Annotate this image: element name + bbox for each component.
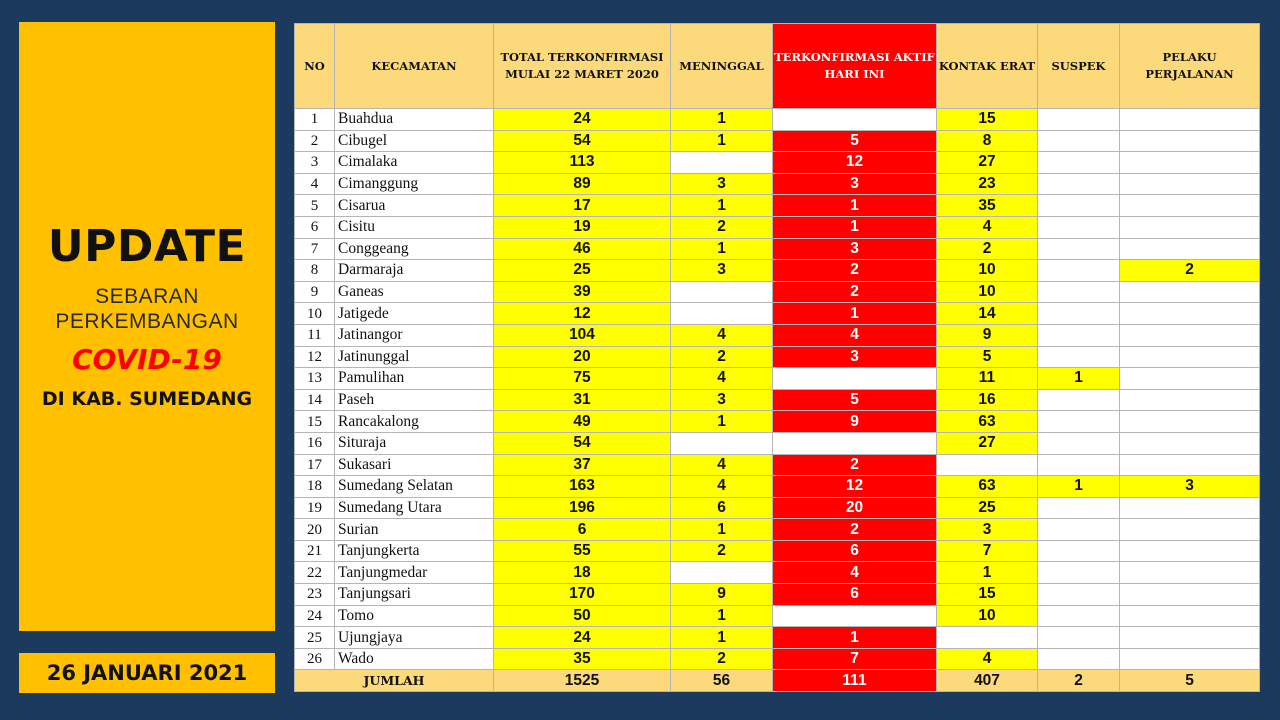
covid-table xyxy=(294,23,1260,692)
cell-aktif: 3 xyxy=(773,238,937,260)
cell-no: 5 xyxy=(295,195,335,217)
cell-kontak: 63 xyxy=(937,411,1038,433)
cell-no: 14 xyxy=(295,389,335,411)
table-row xyxy=(295,389,1260,411)
cell-no: 23 xyxy=(295,584,335,606)
cell-kontak: 4 xyxy=(937,216,1038,238)
cell-total: 196 xyxy=(494,497,671,519)
cell-kecamatan: Ganeas xyxy=(335,281,494,303)
cell-kecamatan: Ujungjaya xyxy=(335,627,494,649)
cell-total: 25 xyxy=(494,260,671,282)
cell-aktif: 1 xyxy=(773,627,937,649)
table-row xyxy=(295,584,1260,606)
cell-pelaku xyxy=(1120,627,1260,649)
cell-pelaku: 2 xyxy=(1120,260,1260,282)
cell-suspek: 1 xyxy=(1038,476,1120,498)
cell-pelaku xyxy=(1120,324,1260,346)
cell-total: 37 xyxy=(494,454,671,476)
cell-kontak: 4 xyxy=(937,648,1038,670)
total-kontak: 407 xyxy=(937,670,1038,692)
table-row xyxy=(295,411,1260,433)
cell-suspek xyxy=(1038,627,1120,649)
cell-meninggal xyxy=(671,432,773,454)
cell-aktif: 5 xyxy=(773,389,937,411)
cell-aktif: 6 xyxy=(773,584,937,606)
table-row xyxy=(295,476,1260,498)
cell-kecamatan: Tanjungsari xyxy=(335,584,494,606)
cell-kecamatan: Jatigede xyxy=(335,303,494,325)
cell-kontak: 27 xyxy=(937,152,1038,174)
cell-aktif: 4 xyxy=(773,562,937,584)
cell-kontak: 25 xyxy=(937,497,1038,519)
cell-suspek xyxy=(1038,109,1120,131)
table-row xyxy=(295,497,1260,519)
table-row xyxy=(295,540,1260,562)
cell-kontak: 1 xyxy=(937,562,1038,584)
cell-meninggal xyxy=(671,281,773,303)
cell-no: 1 xyxy=(295,109,335,131)
cell-suspek xyxy=(1038,324,1120,346)
cell-kontak: 3 xyxy=(937,519,1038,541)
cell-pelaku xyxy=(1120,216,1260,238)
cell-meninggal: 4 xyxy=(671,368,773,390)
cell-kecamatan: Cisitu xyxy=(335,216,494,238)
cell-aktif: 1 xyxy=(773,216,937,238)
cell-kecamatan: Sukasari xyxy=(335,454,494,476)
cell-kecamatan: Tanjungkerta xyxy=(335,540,494,562)
cell-no: 11 xyxy=(295,324,335,346)
header-meninggal: MENINGGAL xyxy=(671,24,773,109)
cell-aktif: 1 xyxy=(773,195,937,217)
side-panel xyxy=(19,22,275,631)
table-row xyxy=(295,152,1260,174)
table-row xyxy=(295,281,1260,303)
cell-total: 19 xyxy=(494,216,671,238)
cell-kontak: 15 xyxy=(937,109,1038,131)
cell-kecamatan: Tomo xyxy=(335,605,494,627)
update-title: UPDATE xyxy=(47,221,247,272)
total-label: JUMLAH xyxy=(295,670,494,692)
cell-pelaku xyxy=(1120,454,1260,476)
cell-no: 10 xyxy=(295,303,335,325)
cell-suspek xyxy=(1038,130,1120,152)
cell-aktif: 5 xyxy=(773,130,937,152)
total-suspek: 2 xyxy=(1038,670,1120,692)
cell-kontak: 35 xyxy=(937,195,1038,217)
cell-kontak: 2 xyxy=(937,238,1038,260)
table-row xyxy=(295,324,1260,346)
cell-pelaku xyxy=(1120,411,1260,433)
data-table-container xyxy=(294,23,1259,692)
cell-pelaku xyxy=(1120,432,1260,454)
total-row xyxy=(295,670,1260,692)
date-label: 26 JANUARI 2021 xyxy=(19,653,275,693)
table-row xyxy=(295,346,1260,368)
table-row xyxy=(295,195,1260,217)
cell-meninggal: 1 xyxy=(671,195,773,217)
cell-no: 20 xyxy=(295,519,335,541)
cell-meninggal xyxy=(671,303,773,325)
cell-total: 20 xyxy=(494,346,671,368)
cell-no: 6 xyxy=(295,216,335,238)
cell-kecamatan: Conggeang xyxy=(335,238,494,260)
cell-suspek xyxy=(1038,584,1120,606)
cell-total: 50 xyxy=(494,605,671,627)
cell-pelaku xyxy=(1120,540,1260,562)
cell-meninggal: 2 xyxy=(671,216,773,238)
cell-pelaku xyxy=(1120,195,1260,217)
cell-kecamatan: Sumedang Utara xyxy=(335,497,494,519)
cell-total: 104 xyxy=(494,324,671,346)
cell-aktif: 2 xyxy=(773,281,937,303)
cell-no: 18 xyxy=(295,476,335,498)
cell-aktif: 2 xyxy=(773,454,937,476)
cell-meninggal: 3 xyxy=(671,173,773,195)
cell-total: 35 xyxy=(494,648,671,670)
cell-no: 4 xyxy=(295,173,335,195)
cell-meninggal: 1 xyxy=(671,130,773,152)
cell-pelaku xyxy=(1120,152,1260,174)
cell-suspek xyxy=(1038,281,1120,303)
cell-pelaku xyxy=(1120,389,1260,411)
cell-meninggal: 4 xyxy=(671,324,773,346)
cell-aktif: 12 xyxy=(773,152,937,174)
cell-no: 25 xyxy=(295,627,335,649)
table-row xyxy=(295,173,1260,195)
cell-aktif: 3 xyxy=(773,173,937,195)
cell-kecamatan: Surian xyxy=(335,519,494,541)
cell-kecamatan: Darmaraja xyxy=(335,260,494,282)
cell-pelaku xyxy=(1120,303,1260,325)
cell-aktif: 9 xyxy=(773,411,937,433)
total-pelaku: 5 xyxy=(1120,670,1260,692)
side-content xyxy=(19,222,275,412)
cell-total: 24 xyxy=(494,627,671,649)
total-meninggal: 56 xyxy=(671,670,773,692)
cell-aktif: 12 xyxy=(773,476,937,498)
table-body xyxy=(295,109,1260,670)
cell-total: 54 xyxy=(494,432,671,454)
cell-pelaku xyxy=(1120,562,1260,584)
cell-no: 19 xyxy=(295,497,335,519)
cell-total: 49 xyxy=(494,411,671,433)
cell-kontak: 63 xyxy=(937,476,1038,498)
table-row xyxy=(295,368,1260,390)
cell-meninggal: 1 xyxy=(671,238,773,260)
cell-meninggal: 1 xyxy=(671,411,773,433)
cell-kontak: 7 xyxy=(937,540,1038,562)
subtitle-line1: SEBARAN xyxy=(95,285,199,308)
cell-no: 3 xyxy=(295,152,335,174)
cell-pelaku: 3 xyxy=(1120,476,1260,498)
subtitle-line2: PERKEMBANGAN xyxy=(55,310,239,333)
cell-kecamatan: Paseh xyxy=(335,389,494,411)
cell-kecamatan: Jatinunggal xyxy=(335,346,494,368)
cell-aktif: 4 xyxy=(773,324,937,346)
table-row xyxy=(295,216,1260,238)
cell-no: 7 xyxy=(295,238,335,260)
cell-total: 17 xyxy=(494,195,671,217)
table-row xyxy=(295,130,1260,152)
header-total: TOTAL TERKONFIRMASI MULAI 22 MARET 2020 xyxy=(494,24,671,109)
table-row xyxy=(295,432,1260,454)
cell-meninggal: 3 xyxy=(671,260,773,282)
table-row xyxy=(295,109,1260,131)
cell-aktif xyxy=(773,368,937,390)
cell-suspek xyxy=(1038,454,1120,476)
cell-suspek xyxy=(1038,605,1120,627)
cell-meninggal: 4 xyxy=(671,476,773,498)
header-kecamatan: KECAMATAN xyxy=(335,24,494,109)
cell-kontak: 10 xyxy=(937,281,1038,303)
cell-aktif: 3 xyxy=(773,346,937,368)
cell-total: 6 xyxy=(494,519,671,541)
cell-pelaku xyxy=(1120,519,1260,541)
cell-no: 16 xyxy=(295,432,335,454)
cell-kecamatan: Tanjungmedar xyxy=(335,562,494,584)
cell-meninggal: 2 xyxy=(671,648,773,670)
cell-kecamatan: Cimalaka xyxy=(335,152,494,174)
header-kontak: KONTAK ERAT xyxy=(937,24,1038,109)
cell-pelaku xyxy=(1120,281,1260,303)
cell-kecamatan: Cibugel xyxy=(335,130,494,152)
header-suspek: SUSPEK xyxy=(1038,24,1120,109)
cell-aktif xyxy=(773,109,937,131)
cell-suspek xyxy=(1038,173,1120,195)
cell-meninggal: 9 xyxy=(671,584,773,606)
cell-meninggal xyxy=(671,562,773,584)
cell-total: 31 xyxy=(494,389,671,411)
table-row xyxy=(295,454,1260,476)
cell-kontak: 27 xyxy=(937,432,1038,454)
cell-no: 2 xyxy=(295,130,335,152)
cell-meninggal: 2 xyxy=(671,346,773,368)
cell-suspek: 1 xyxy=(1038,368,1120,390)
cell-suspek xyxy=(1038,497,1120,519)
cell-no: 21 xyxy=(295,540,335,562)
cell-suspek xyxy=(1038,519,1120,541)
table-row xyxy=(295,627,1260,649)
cell-suspek xyxy=(1038,540,1120,562)
cell-meninggal: 1 xyxy=(671,109,773,131)
cell-suspek xyxy=(1038,216,1120,238)
cell-meninggal: 1 xyxy=(671,519,773,541)
cell-total: 12 xyxy=(494,303,671,325)
total-total: 1525 xyxy=(494,670,671,692)
cell-no: 15 xyxy=(295,411,335,433)
cell-meninggal: 6 xyxy=(671,497,773,519)
cell-pelaku xyxy=(1120,173,1260,195)
cell-pelaku xyxy=(1120,346,1260,368)
cell-aktif: 1 xyxy=(773,303,937,325)
cell-kontak: 9 xyxy=(937,324,1038,346)
cell-total: 24 xyxy=(494,109,671,131)
cell-total: 46 xyxy=(494,238,671,260)
table-row xyxy=(295,648,1260,670)
cell-total: 89 xyxy=(494,173,671,195)
cell-kecamatan: Buahdua xyxy=(335,109,494,131)
table-row xyxy=(295,605,1260,627)
cell-aktif: 2 xyxy=(773,519,937,541)
cell-total: 163 xyxy=(494,476,671,498)
cell-aktif: 7 xyxy=(773,648,937,670)
cell-suspek xyxy=(1038,432,1120,454)
cell-no: 24 xyxy=(295,605,335,627)
table-row xyxy=(295,303,1260,325)
cell-suspek xyxy=(1038,562,1120,584)
cell-aktif: 20 xyxy=(773,497,937,519)
cell-no: 12 xyxy=(295,346,335,368)
cell-total: 18 xyxy=(494,562,671,584)
header-aktif: TERKONFIRMASI AKTIF HARI INI xyxy=(773,24,937,109)
cell-meninggal: 2 xyxy=(671,540,773,562)
cell-total: 75 xyxy=(494,368,671,390)
cell-aktif xyxy=(773,432,937,454)
cell-meninggal: 1 xyxy=(671,627,773,649)
table-header-row xyxy=(295,24,1260,109)
header-pelaku: PELAKU PERJALANAN xyxy=(1120,24,1260,109)
cell-aktif xyxy=(773,605,937,627)
cell-aktif: 6 xyxy=(773,540,937,562)
cell-kecamatan: Jatinangor xyxy=(335,324,494,346)
cell-suspek xyxy=(1038,303,1120,325)
cell-pelaku xyxy=(1120,584,1260,606)
cell-total: 170 xyxy=(494,584,671,606)
cell-kontak xyxy=(937,454,1038,476)
cell-meninggal: 4 xyxy=(671,454,773,476)
cell-no: 22 xyxy=(295,562,335,584)
cell-pelaku xyxy=(1120,109,1260,131)
cell-kontak: 5 xyxy=(937,346,1038,368)
cell-total: 113 xyxy=(494,152,671,174)
cell-kecamatan: Rancakalong xyxy=(335,411,494,433)
cell-aktif: 2 xyxy=(773,260,937,282)
cell-suspek xyxy=(1038,346,1120,368)
cell-kecamatan: Wado xyxy=(335,648,494,670)
cell-kecamatan: Pamulihan xyxy=(335,368,494,390)
cell-suspek xyxy=(1038,195,1120,217)
cell-suspek xyxy=(1038,411,1120,433)
cell-pelaku xyxy=(1120,238,1260,260)
cell-kontak: 16 xyxy=(937,389,1038,411)
cell-kontak: 14 xyxy=(937,303,1038,325)
cell-suspek xyxy=(1038,389,1120,411)
table-row xyxy=(295,260,1260,282)
cell-meninggal: 3 xyxy=(671,389,773,411)
cell-kecamatan: Cimanggung xyxy=(335,173,494,195)
cell-suspek xyxy=(1038,238,1120,260)
cell-no: 26 xyxy=(295,648,335,670)
total-aktif: 111 xyxy=(773,670,937,692)
cell-pelaku xyxy=(1120,648,1260,670)
cell-no: 17 xyxy=(295,454,335,476)
covid-label: COVID-19 xyxy=(72,343,222,376)
cell-total: 39 xyxy=(494,281,671,303)
cell-pelaku xyxy=(1120,368,1260,390)
cell-suspek xyxy=(1038,152,1120,174)
cell-no: 13 xyxy=(295,368,335,390)
cell-pelaku xyxy=(1120,497,1260,519)
cell-kontak xyxy=(937,627,1038,649)
cell-kecamatan: Situraja xyxy=(335,432,494,454)
cell-suspek xyxy=(1038,260,1120,282)
cell-pelaku xyxy=(1120,130,1260,152)
table-row xyxy=(295,562,1260,584)
cell-kecamatan: Sumedang Selatan xyxy=(335,476,494,498)
cell-kontak: 8 xyxy=(937,130,1038,152)
cell-kontak: 15 xyxy=(937,584,1038,606)
cell-kontak: 10 xyxy=(937,260,1038,282)
cell-total: 55 xyxy=(494,540,671,562)
cell-suspek xyxy=(1038,648,1120,670)
table-row xyxy=(295,519,1260,541)
cell-total: 54 xyxy=(494,130,671,152)
cell-pelaku xyxy=(1120,605,1260,627)
cell-meninggal xyxy=(671,152,773,174)
table-row xyxy=(295,238,1260,260)
cell-no: 9 xyxy=(295,281,335,303)
cell-kontak: 23 xyxy=(937,173,1038,195)
region-label: DI KAB. SUMEDANG xyxy=(41,388,253,410)
cell-no: 8 xyxy=(295,260,335,282)
header-no: NO xyxy=(295,24,335,109)
cell-kontak: 10 xyxy=(937,605,1038,627)
cell-kecamatan: Cisarua xyxy=(335,195,494,217)
cell-meninggal: 1 xyxy=(671,605,773,627)
cell-kontak: 11 xyxy=(937,368,1038,390)
